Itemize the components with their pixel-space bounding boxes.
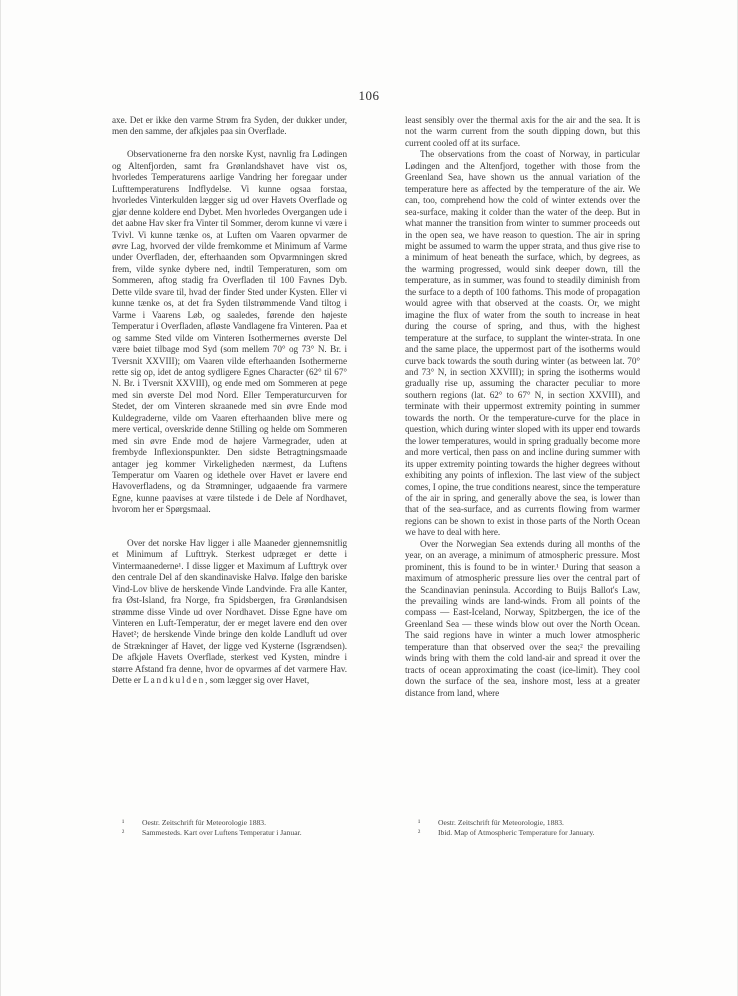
landkulden-emphasis: Landkulden	[143, 675, 206, 686]
right-paragraph-2: The observations from the coast of Norway, in particular Lødingen and the Altenfjord, together with those from the Greenland Sea, have shown us the annual variation of the temperature here as affected by the temperature of the air. We can, too, comprehend how the cold of winter extends over the sea-surface, making it colder than the water of the deep. But in what manner the transition from winter to summer proceeds out in the open sea, we have reason to question. The air in spring might be assumed to warm the upper strata, and thus give rise to a minimum of heat beneath the surface, which, by degrees, as the warming progressed, would sink deeper down, till the temperature, as in summer, was found to steadily diminish from the surface to a depth of 100 fathoms. This mode of propagation would agree with that observed at the coasts. Or, we might imagine the flux of water from the south to increase in heat during the course of spring, and thus, with the highest temperature at the surface, to supplant the winter-strata. In one and the same place, the uppermost part of the isotherms would curve back towards the south during winter (as between lat. 70° and 73° N, in section XXVIII); in spring the isotherms would gradually rise up, assuming the character peculiar to more southern regions (lat. 62° to 67° N, in section XXVIII), and terminate with their uppermost extremity pointing in summer towards the north. Or the temperature-curve for the place in question, which during winter sloped with its upper end towards the lower temperatures, would in spring gradually become more and more vertical, then pass on and incline during summer with its upper extremity pointing towards the higher degrees without exhibiting any points of inflexion. The last view of the subject comes, I opine, the true conditions nearest, since the temperature of the air in spring, and generally above the sea, is lower than that of the sea-surface, and as currents flowing from warmer regions can be shown to exist in those parts of the North Ocean we have to deal with here.	[405, 149, 640, 538]
paragraph-gap	[112, 516, 347, 538]
footnote-mark: ²	[418, 828, 421, 838]
footnote-2	[418, 828, 653, 838]
footnotes-right	[418, 818, 653, 838]
left-column-norwegian	[112, 115, 347, 687]
left-paragraph-3	[112, 538, 347, 687]
left-paragraph-2: Observationerne fra den norske Kyst, navnlig fra Lødingen og Altenfjorden, samt fra Grønlandshavet have vist os, hvorledes Temperaturens aarlige Vandring her foregaar under Lufttemperaturens Indflydelse. Vi kunne ogsaa forstaa, hvorledes Vinterkulden lægger sig ud over Havets Overflade og gjør denne koldere end Dybet. Men hvorledes Overgangen ude i det aabne Hav sker fra Vinter til Sommer, derom kunne vi være i Tvivl. Vi kunne tænke os, at Luften om Vaaren opvarmer de øvre Lag, hvorved der vilde fremkomme et Minimum af Varme under Overfladen, der, efterhaanden som Opvarmningen skred frem, vilde synke dybere ned, indtil Temperaturen, som om Sommeren, aftog stadig fra Overfladen til 100 Favnes Dyb. Dette vilde svare til, hvad der finder Sted under Kysten. Eller vi kunne tænke os, at det fra Syden tilstrømmende Vand tiltog i Varme i Vaarens Løb, og saaledes, førende den højeste Temperatur i Overfladen, afløste Vandlagene fra Vinteren. Paa et og samme Sted vilde om Vinteren Isothermernes øverste Del være bøiet tilbage mod Syd (som mellem 70° og 73° N. Br. i Tversnit XXVIII); om Vaaren vilde efterhaanden Isothermerne rette sig op, idet de antog sydligere Egnes Character (62° til 67° N. Br. i Tversnit XXVIII), og ende med om Sommeren at pege med sin øverste Del mod Nord. Eller Temperaturcurven for Stedet, der om Vinteren skraanede med sin øvre Ende mod Kuldegraderne, vilde om Vaaren efterhaanden blive mere og mere vertical, overskride denne Stilling og helde om Sommeren med sin øvre Ende mod de højere Varmegrader, uden at frembyde Inflexionspunkter. Den sidste Betragtningsmaade antager jeg kommer Virkeligheden nærmest, da Luftens Temperatur om Vaaren og idethele over Havet er lavere end Havoverfladens, og da Strømninger, udgaaende fra varmere Egne, kunne paavises at være tilstede i de Dele af Nordhavet, hvorom her er Spørgsmaal.	[112, 149, 347, 515]
footnote-text: Ibid. Map of Atmospheric Temperature for January.	[438, 828, 595, 838]
footnote-mark: ¹	[418, 818, 421, 827]
footnote-text: Oestr. Zeitschrift für Meteorologie, 1883.	[438, 818, 564, 827]
left-paragraph-3-text: Over det norske Hav ligger i alle Maaneder gjennemsnitlig et Minimum af Lufttryk. Sterkest udpræget er dette i Vintermaanederne¹. I disse ligger et Maximum af Lufttryk over den centrale Del af den skandinaviske Halvø. Ifølge den bariske Vind-Lov blive de herskende Vinde Landvinde. Fra alle Kanter, fra Øst-Island, fra Norge, fra Spidsbergen, fra Grønlandsisen strømme disse Vinde ud over Nordhavet. Disse Egne have om Vinteren en Luft-Temperatur, der er meget lavere end den over Havet²; de herskende Vinde bringe den kolde Landluft ud over de Strækninger af Havet, der ligge ved Kysterne (Isgrændsen). De afkjøle Havets Overflade, sterkest ved Kysten, mindre i større Afstand fra denne, hvor de opvarmes af det varmere Hav. Dette er	[112, 537, 347, 686]
footnotes-left	[122, 818, 357, 838]
left-paragraph-1: axe. Det er ikke den varme Strøm fra Syden, der dukker under, men den samme, der afkjøles paa sin Overflade.	[112, 115, 347, 137]
footnote-mark: ¹	[122, 818, 125, 827]
paragraph-gap	[112, 138, 347, 149]
footnote-2	[122, 828, 357, 838]
footnote-1	[418, 818, 653, 828]
footnote-text: Sammesteds. Kart over Luftens Temperatur i Januar.	[142, 828, 302, 838]
left-paragraph-3-tail: , som lægger sig over Havet,	[205, 675, 310, 686]
footnote-text: Oestr. Zeitschrift für Meteorologie 1883.	[142, 818, 266, 827]
page-number: 106	[358, 88, 380, 103]
footnote-1	[122, 818, 357, 828]
right-column-english	[405, 115, 640, 699]
scan-edge-left	[0, 0, 1, 996]
right-paragraph-3: Over the Norwegian Sea extends during all months of the year, on an average, a minimum of atmospheric pressure. Most prominent, this is found to be in winter.¹ During that season a maximum of atmospheric pressure lies over the central part of the Scandinavian peninsula. According to Buijs Ballot's Law, the prevailing winds are land-winds. From all points of the compass — East-Iceland, Norway, Spitzbergen, the ice of the Greenland Sea — these winds blow out over the North Ocean. The said regions have in winter a much lower atmospheric temperature than that observed over the sea;² the prevailing winds bring with them the cold land-air and spread it over the tracts of ocean approximating the coast (ice-limit). They cool down the surface of the sea, inshore most, less at a greater distance from land, where	[405, 538, 640, 698]
footnote-mark: ²	[122, 828, 125, 838]
right-paragraph-1: least sensibly over the thermal axis for the air and the sea. It is not the warm current from the south dipping down, but this current cooled off at its surface.	[405, 115, 640, 148]
